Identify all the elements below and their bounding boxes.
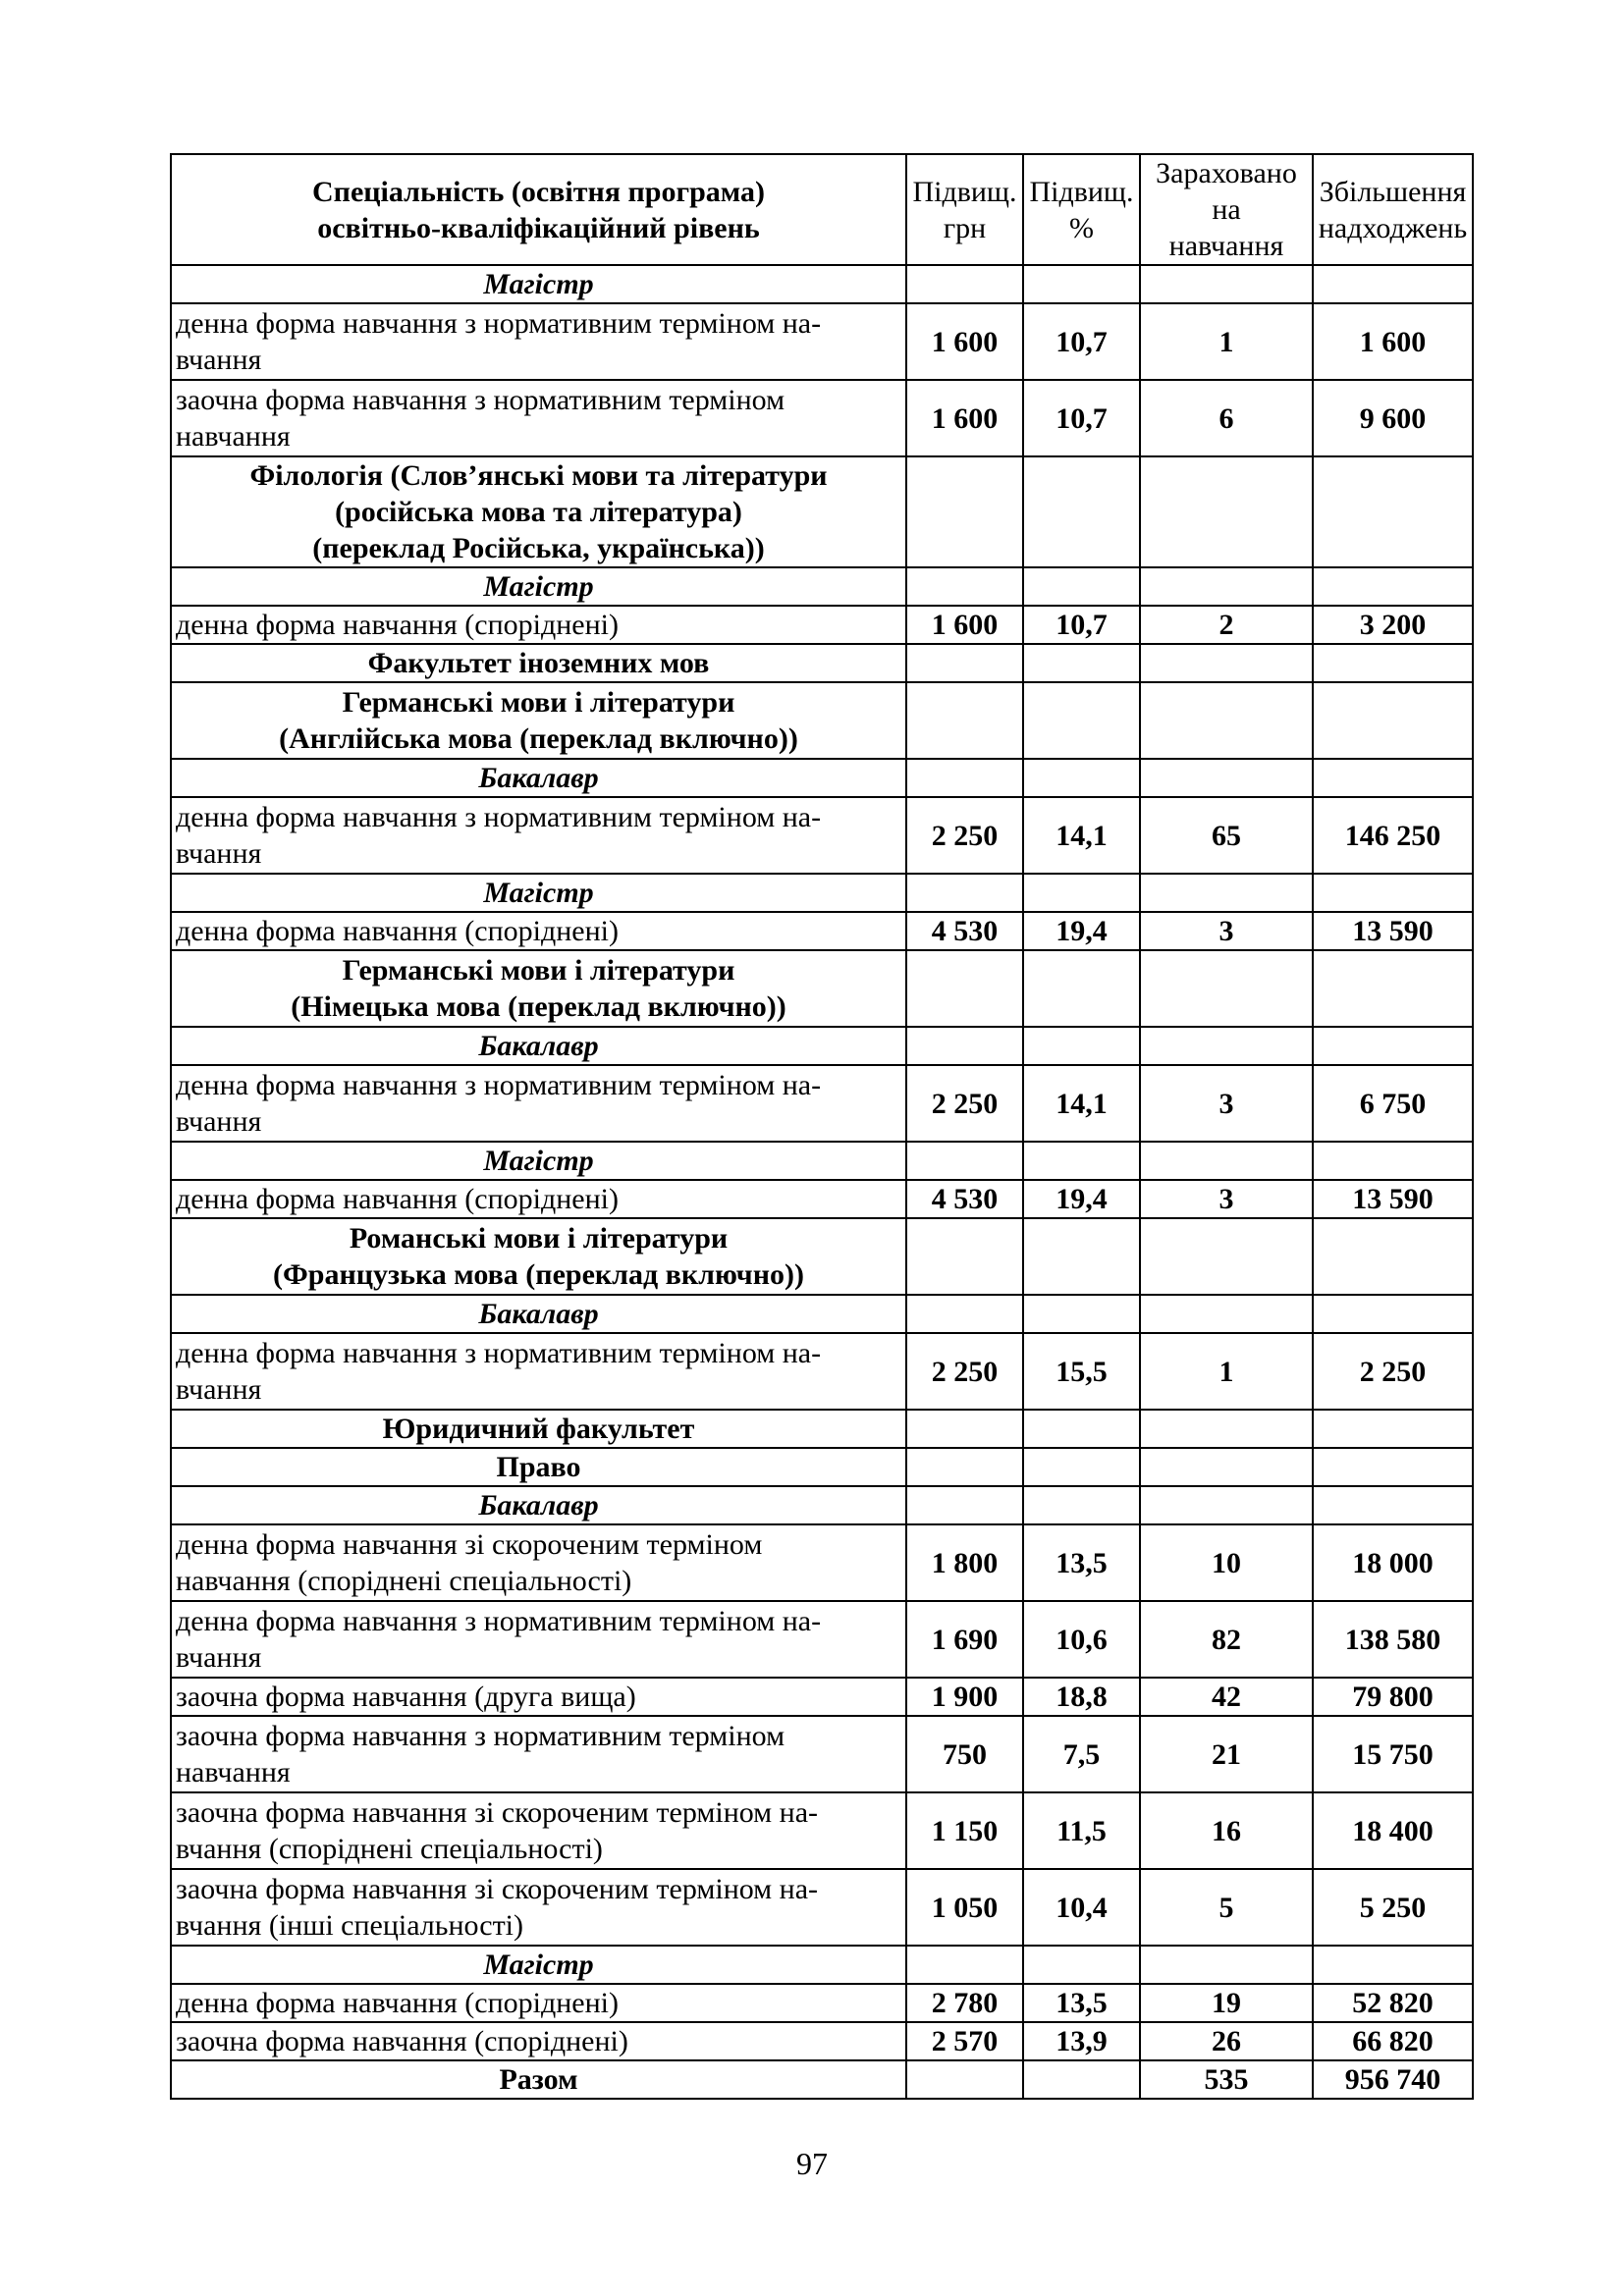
study-form-label: денна форма навчання зі скороченим терміном навчання (споріднені спеціальності) [171,1524,906,1601]
revenue-increase-cell: 138 580 [1313,1601,1473,1678]
enrolled-cell: 16 [1140,1792,1313,1869]
revenue-increase-cell: 9 600 [1313,380,1473,456]
section-row [171,1218,1473,1295]
increase-grn-cell [906,1295,1023,1333]
enrolled-cell [1140,456,1313,567]
enrolled-cell [1140,950,1313,1027]
increase-grn-cell: 1 900 [906,1678,1023,1716]
enrolled-cell [1140,1295,1313,1333]
enrolled-cell: 3 [1140,1180,1313,1218]
increase-pct-cell [1023,567,1140,606]
increase-grn-cell: 1 600 [906,380,1023,456]
section-title: Германські мови і літератури (Англійська мова (переклад включно)) [171,682,906,759]
section-title: Романські мови і літератури (Французька мова (переклад включно)) [171,1218,906,1295]
revenue-increase-cell: 1 600 [1313,303,1473,380]
header-specialty: Спеціальність (освітня програма) освітньо-кваліфікаційний рівень [171,154,906,265]
enrolled-cell: 21 [1140,1716,1313,1792]
enrolled-cell: 2 [1140,606,1313,644]
increase-pct-cell: 14,1 [1023,1065,1140,1142]
increase-grn-cell [906,1486,1023,1524]
increase-grn-cell [906,265,1023,303]
study-form-label: заочна форма навчання (споріднені) [171,2022,906,2060]
increase-grn-cell [906,759,1023,797]
increase-grn-cell: 2 250 [906,1065,1023,1142]
enrolled-cell: 6 [1140,380,1313,456]
enrolled-cell: 19 [1140,1984,1313,2022]
revenue-increase-cell [1313,1448,1473,1486]
revenue-increase-cell [1313,1946,1473,1984]
increase-pct-cell: 13,5 [1023,1524,1140,1601]
degree-level-label: Магістр [171,567,906,606]
enrollment-table [170,153,1474,2100]
table-row [171,1792,1473,1869]
revenue-increase-cell: 6 750 [1313,1065,1473,1142]
revenue-increase-cell [1313,456,1473,567]
level-row [171,1027,1473,1065]
increase-grn-cell: 2 250 [906,797,1023,874]
increase-pct-cell: 19,4 [1023,1180,1140,1218]
enrolled-cell [1140,265,1313,303]
enrolled-cell: 42 [1140,1678,1313,1716]
study-form-label: заочна форма навчання з нормативним терміном навчання [171,1716,906,1792]
total-row [171,2060,1473,2099]
table-row [171,912,1473,950]
increase-grn-cell [906,682,1023,759]
study-form-label: заочна форма навчання зі скороченим терміном на- вчання (споріднені спеціальності) [171,1792,906,1869]
degree-level-label: Магістр [171,1142,906,1180]
increase-pct-cell [1023,644,1140,682]
increase-grn-cell: 2 250 [906,1333,1023,1410]
increase-pct-cell [1023,265,1140,303]
enrolled-cell: 26 [1140,2022,1313,2060]
enrolled-cell: 535 [1140,2060,1313,2099]
enrolled-cell: 1 [1140,303,1313,380]
revenue-increase-cell: 66 820 [1313,2022,1473,2060]
enrolled-cell [1140,1410,1313,1448]
header-revenue-increase: Збільшення надходжень [1313,154,1473,265]
section-title: Право [171,1448,906,1486]
revenue-increase-cell [1313,759,1473,797]
study-form-label: денна форма навчання (споріднені) [171,606,906,644]
increase-grn-cell [906,567,1023,606]
increase-pct-cell [1023,1142,1140,1180]
increase-grn-cell: 1 600 [906,303,1023,380]
degree-level-label: Бакалавр [171,759,906,797]
increase-pct-cell [1023,456,1140,567]
table-row [171,1333,1473,1410]
increase-pct-cell [1023,874,1140,912]
study-form-label: денна форма навчання (споріднені) [171,1984,906,2022]
revenue-increase-cell [1313,265,1473,303]
enrolled-cell: 3 [1140,1065,1313,1142]
degree-level-label: Бакалавр [171,1295,906,1333]
increase-grn-cell [906,644,1023,682]
study-form-label: денна форма навчання з нормативним терміном на- вчання [171,1333,906,1410]
enrolled-cell [1140,644,1313,682]
revenue-increase-cell [1313,1027,1473,1065]
increase-grn-cell: 2 780 [906,1984,1023,2022]
increase-pct-cell [1023,2060,1140,2099]
revenue-increase-cell: 15 750 [1313,1716,1473,1792]
revenue-increase-cell: 18 400 [1313,1792,1473,1869]
enrolled-cell [1140,1486,1313,1524]
degree-level-label: Магістр [171,1946,906,1984]
section-row [171,644,1473,682]
section-row [171,950,1473,1027]
level-row [171,759,1473,797]
increase-pct-cell [1023,682,1140,759]
table-row [171,1678,1473,1716]
increase-pct-cell: 18,8 [1023,1678,1140,1716]
degree-level-label: Магістр [171,874,906,912]
increase-grn-cell: 4 530 [906,912,1023,950]
level-row [171,1486,1473,1524]
section-row [171,456,1473,567]
degree-level-label: Магістр [171,265,906,303]
revenue-increase-cell [1313,644,1473,682]
increase-pct-cell: 13,5 [1023,1984,1140,2022]
table-row [171,1869,1473,1946]
header-enrolled: Зараховано на навчання [1140,154,1313,265]
increase-grn-cell [906,1027,1023,1065]
increase-pct-cell [1023,1946,1140,1984]
revenue-increase-cell: 146 250 [1313,797,1473,874]
page-number: 97 [796,2146,828,2181]
study-form-label: денна форма навчання з нормативним терміном на- вчання [171,1601,906,1678]
enrolled-cell: 65 [1140,797,1313,874]
total-label: Разом [171,2060,906,2099]
increase-grn-cell [906,2060,1023,2099]
revenue-increase-cell [1313,567,1473,606]
revenue-increase-cell: 18 000 [1313,1524,1473,1601]
increase-pct-cell: 19,4 [1023,912,1140,950]
revenue-increase-cell: 3 200 [1313,606,1473,644]
table-row [171,1065,1473,1142]
level-row [171,265,1473,303]
header-increase-grn: Підвищ. грн [906,154,1023,265]
enrolled-cell [1140,874,1313,912]
revenue-increase-cell: 52 820 [1313,1984,1473,2022]
table-row [171,380,1473,456]
enrolled-cell [1140,567,1313,606]
revenue-increase-cell [1313,1486,1473,1524]
increase-grn-cell: 4 530 [906,1180,1023,1218]
increase-grn-cell: 2 570 [906,2022,1023,2060]
increase-pct-cell: 10,7 [1023,606,1140,644]
table-row [171,1601,1473,1678]
enrolled-cell [1140,1027,1313,1065]
level-row [171,1142,1473,1180]
increase-grn-cell [906,1410,1023,1448]
increase-pct-cell: 10,7 [1023,380,1140,456]
table-header-row [171,154,1473,265]
study-form-label: денна форма навчання (споріднені) [171,1180,906,1218]
increase-pct-cell [1023,1218,1140,1295]
header-increase-pct: Підвищ. % [1023,154,1140,265]
enrolled-cell: 1 [1140,1333,1313,1410]
study-form-label: заочна форма навчання (друга вища) [171,1678,906,1716]
table-row [171,1984,1473,2022]
increase-pct-cell: 15,5 [1023,1333,1140,1410]
table-body [171,265,1473,2099]
increase-pct-cell [1023,1486,1140,1524]
enrolled-cell: 10 [1140,1524,1313,1601]
increase-pct-cell: 11,5 [1023,1792,1140,1869]
increase-grn-cell: 1 690 [906,1601,1023,1678]
increase-grn-cell [906,1142,1023,1180]
study-form-label: денна форма навчання з нормативним терміном на- вчання [171,797,906,874]
revenue-increase-cell [1313,1142,1473,1180]
study-form-label: денна форма навчання з нормативним терміном на- вчання [171,1065,906,1142]
increase-grn-cell [906,1218,1023,1295]
revenue-increase-cell: 2 250 [1313,1333,1473,1410]
increase-pct-cell: 7,5 [1023,1716,1140,1792]
enrolled-cell [1140,1448,1313,1486]
table-row [171,797,1473,874]
increase-grn-cell [906,456,1023,567]
increase-pct-cell [1023,1410,1140,1448]
enrolled-cell [1140,1218,1313,1295]
increase-pct-cell: 10,7 [1023,303,1140,380]
section-title: Філологія (Слов’янські мови та літератури (російська мова та література) (переклад Російська, українська)) [171,456,906,567]
study-form-label: денна форма навчання (споріднені) [171,912,906,950]
enrolled-cell [1140,759,1313,797]
level-row [171,1295,1473,1333]
increase-pct-cell [1023,1448,1140,1486]
enrolled-cell: 5 [1140,1869,1313,1946]
increase-grn-cell [906,1946,1023,1984]
revenue-increase-cell: 5 250 [1313,1869,1473,1946]
level-row [171,567,1473,606]
increase-grn-cell [906,1448,1023,1486]
increase-grn-cell: 1 150 [906,1792,1023,1869]
revenue-increase-cell: 13 590 [1313,1180,1473,1218]
section-title: Факультет іноземних мов [171,644,906,682]
section-title: Юридичний факультет [171,1410,906,1448]
increase-pct-cell: 10,4 [1023,1869,1140,1946]
increase-grn-cell: 750 [906,1716,1023,1792]
table-row [171,303,1473,380]
increase-grn-cell: 1 800 [906,1524,1023,1601]
revenue-increase-cell [1313,1218,1473,1295]
study-form-label: заочна форма навчання з нормативним терміном навчання [171,380,906,456]
table-row [171,1180,1473,1218]
table-row [171,2022,1473,2060]
level-row [171,874,1473,912]
increase-grn-cell [906,950,1023,1027]
table-row [171,1524,1473,1601]
increase-pct-cell: 14,1 [1023,797,1140,874]
section-row [171,1448,1473,1486]
section-title: Германські мови і літератури (Німецька мова (переклад включно)) [171,950,906,1027]
increase-grn-cell [906,874,1023,912]
increase-pct-cell: 10,6 [1023,1601,1140,1678]
revenue-increase-cell: 79 800 [1313,1678,1473,1716]
section-row [171,1410,1473,1448]
degree-level-label: Бакалавр [171,1027,906,1065]
enrolled-cell [1140,682,1313,759]
degree-level-label: Бакалавр [171,1486,906,1524]
study-form-label: денна форма навчання з нормативним терміном на- вчання [171,303,906,380]
increase-pct-cell [1023,1295,1140,1333]
revenue-increase-cell: 13 590 [1313,912,1473,950]
enrolled-cell [1140,1946,1313,1984]
increase-grn-cell: 1 600 [906,606,1023,644]
enrolled-cell: 3 [1140,912,1313,950]
enrolled-cell [1140,1142,1313,1180]
revenue-increase-cell: 956 740 [1313,2060,1473,2099]
revenue-increase-cell [1313,682,1473,759]
increase-pct-cell [1023,950,1140,1027]
revenue-increase-cell [1313,1410,1473,1448]
table-row [171,606,1473,644]
increase-pct-cell: 13,9 [1023,2022,1140,2060]
revenue-increase-cell [1313,1295,1473,1333]
study-form-label: заочна форма навчання зі скороченим терміном на- вчання (інші спеціальності) [171,1869,906,1946]
table-row [171,1716,1473,1792]
section-row [171,682,1473,759]
increase-pct-cell [1023,1027,1140,1065]
increase-grn-cell: 1 050 [906,1869,1023,1946]
enrolled-cell: 82 [1140,1601,1313,1678]
revenue-increase-cell [1313,874,1473,912]
increase-pct-cell [1023,759,1140,797]
revenue-increase-cell [1313,950,1473,1027]
level-row [171,1946,1473,1984]
